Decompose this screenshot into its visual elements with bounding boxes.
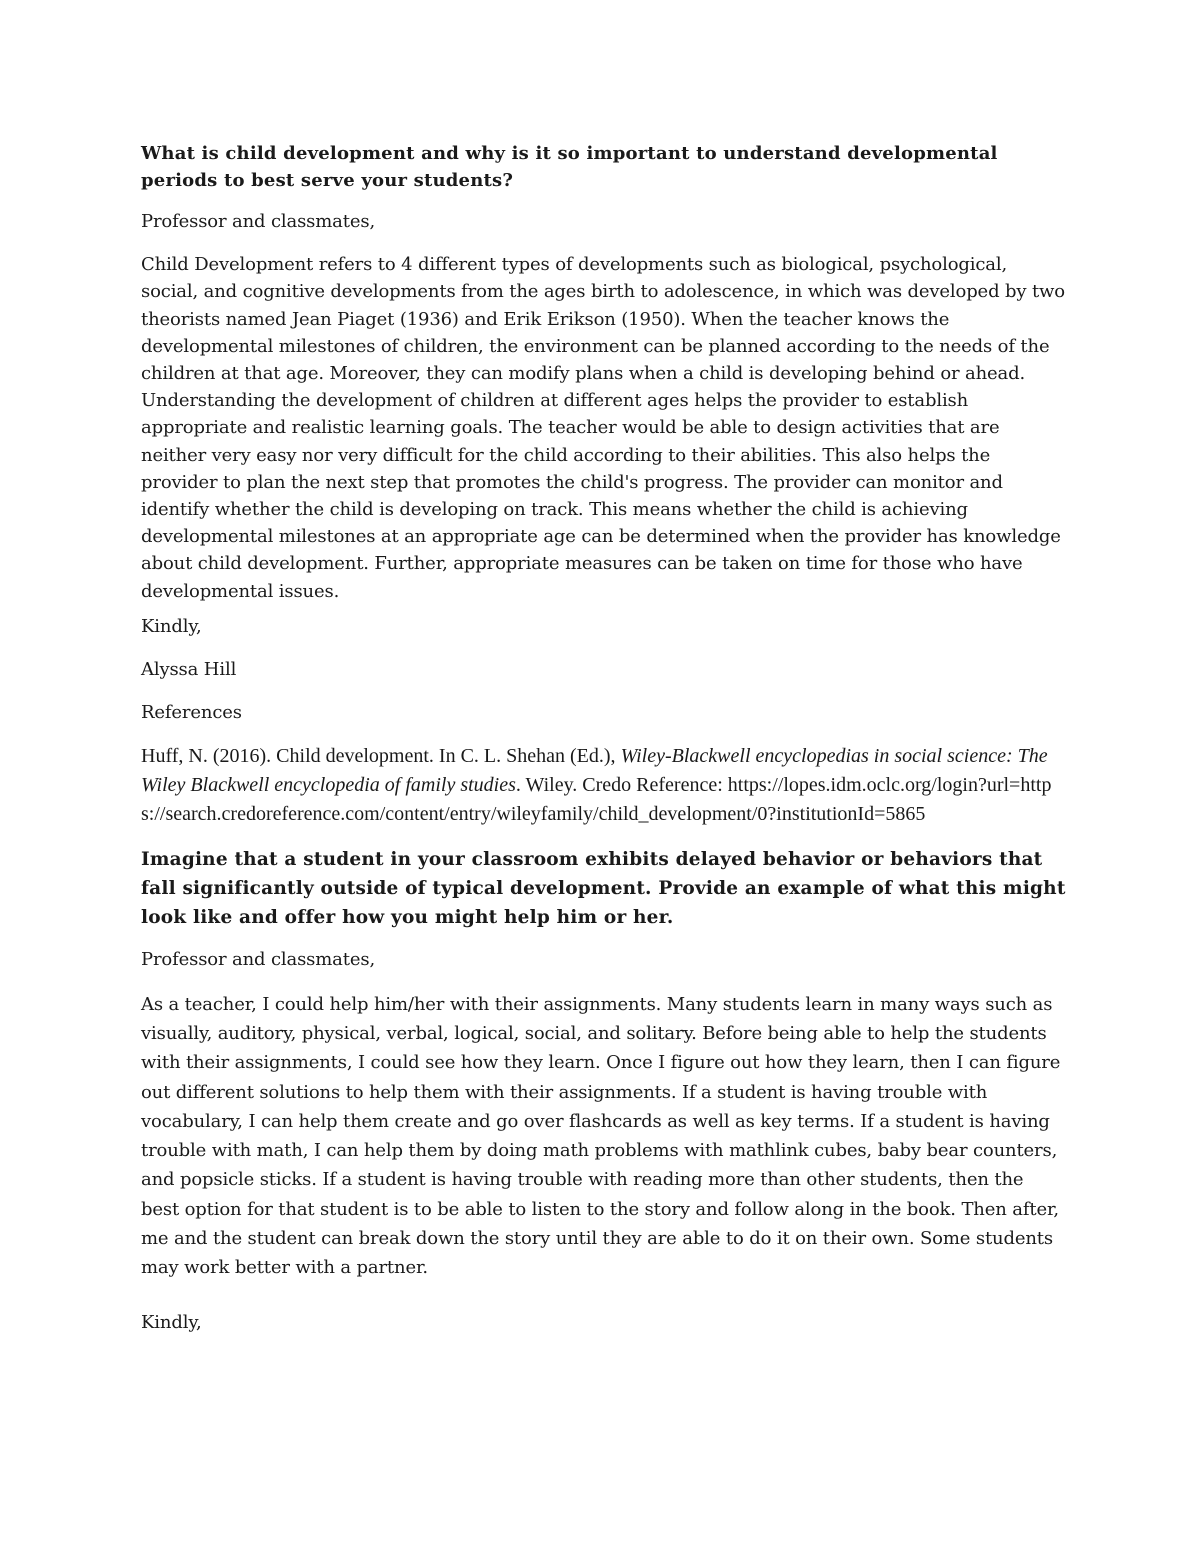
greeting-1: Professor and classmates, [141, 211, 376, 232]
body-paragraph-2: As a teacher, I could help him/her with their assignments. Many students learn in many ways such as visually, auditory, physical, verbal, logical, social, and solitary. Before being able to help the students with their assignments, I could see how they learn. Once I figure out how they learn, then I can figure out different solutions to help them with their assignments. If a student is having trouble with vocabulary, I can help them create and go over flashcards as well as key terms. If a student is having trouble with math, I can help them by doing math problems with mathlink cubes, baby bear counters, and popsicle sticks. If a student is having trouble with reading more than other students, then the best option for that student is to be able to listen to the story and follow along in the book. Then after, me and the student can break down the story until they are able to do it on their own. Some students may work better with a partner. [141, 993, 1061, 1279]
document-content [141, 140, 1066, 1336]
signature-name: Alyssa Hill [141, 659, 237, 681]
body-paragraph-1: Child Development refers to 4 different types of developments such as biological, psychological, social, and cognitive developments from the ages birth to adolescence, in which was developed by two theorists named Jean Piaget (1936) and Erik Erikson (1950). When the teacher knows the developmental milestones of children, the environment can be planned according to the needs of the children at that age. Moreover, they can modify plans when a child is developing behind or ahead. Understanding the development of children at different ages helps the provider to establish appropriate and realistic learning goals. The teacher would be able to design activities that are neither very easy nor very difficult for the child according to their abilities. This also helps the provider to plan the next step that promotes the child's progress. The provider can monitor and identify whether the child is developing on track. This means whether the child is achieving developmental milestones at an appropriate age can be determined when the provider has knowledge about child development. Further, appropriate measures can be taken on time for those who have developmental issues. [141, 254, 1065, 602]
reference-title-italic: Wiley-Blackwell encyclopedias in social science: The Wiley Blackwell encyclopedia of family studies [141, 745, 1048, 797]
reference-text-before: Huff, N. (2016). Child development. In C. L. Shehan (Ed.), [141, 745, 621, 768]
reference-text-after: . Wiley. Credo Reference: https://lopes.idm.oclc.org/login?url=https://search.credoreference.com/content/entry/wileyfamily/child_development/0?institutionId=5865 [141, 774, 1052, 826]
body-block-2 [141, 990, 1066, 1283]
question-2-heading: Imagine that a student in your classroom exhibits delayed behavior or behaviors that fall significantly outside of typical development. Provide an example of what this might look like and offer how you might help him or her. [141, 849, 1066, 929]
greeting-2: Professor and classmates, [141, 949, 376, 971]
references-heading: References [141, 702, 242, 724]
closing-2: Kindly, [141, 1311, 202, 1333]
closing-1: Kindly, [141, 615, 202, 637]
question-1-heading: What is child development and why is it so important to understand developmental periods to best serve your students? [141, 143, 998, 191]
reference-entry [141, 742, 1066, 829]
